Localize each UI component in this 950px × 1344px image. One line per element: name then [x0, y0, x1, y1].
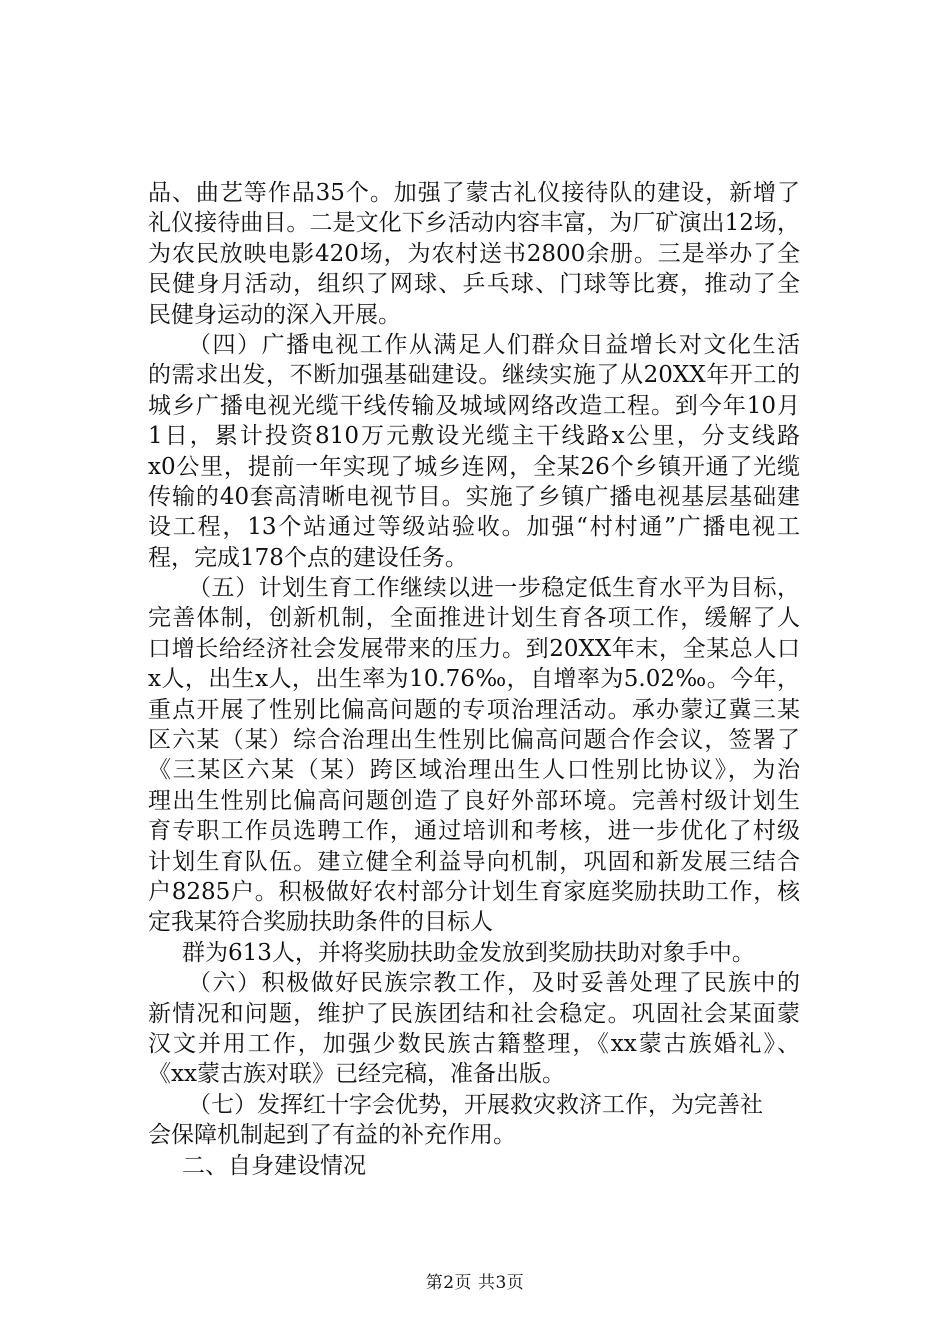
- text-line: 品、曲艺等作品35个。加强了蒙古礼仪接待队的建设，新增了: [148, 180, 800, 206]
- paragraph-first-line: （七）发挥红十字会优势，开展救灾救济工作，为完善社: [188, 1091, 763, 1118]
- text-line: 完善体制，创新机制，全面推进计划生育各项工作，缓解了人: [148, 605, 800, 632]
- text-line: 传输的40套高清晰电视节目。实施了乡镇广播电视基层基础建: [148, 483, 800, 510]
- text-line: x人，出生x人，出生率为10.76‰，自增率为5.02‰。今年，: [148, 666, 800, 693]
- text-line: 口增长给经济社会发展带来的压力。到20XX年末，全某总人口: [148, 635, 800, 662]
- paragraph-first-line: （五）计划生育工作继续以进一步稳定低生育水平为目标，: [188, 575, 800, 602]
- text-line: 汉文并用工作，加强少数民族古籍整理，《xx蒙古族婚礼》、: [148, 1030, 800, 1057]
- text-line: 重点开展了性别比偏高问题的专项治理活动。承办蒙辽冀三某: [148, 696, 800, 723]
- paragraph-first-line: 二、自身建设情况: [182, 1152, 366, 1179]
- text-line: 程，完成178个点的建设任务。: [148, 544, 468, 571]
- paragraph-first-line: （四）广播电视工作从满足人们群众日益增长对文化生活: [188, 331, 800, 358]
- text-line: 户8285户。积极做好农村部分计划生育家庭奖励扶助工作，核: [148, 878, 800, 905]
- text-line: 区六某（某）综合治理出生性别比偏高问题合作会议，签署了: [148, 727, 800, 754]
- text-line: 《三某区六某（某）跨区域治理出生人口性别比协议》，为治: [148, 757, 800, 784]
- text-line: 民健身月活动，组织了网球、乒乓球、门球等比赛，推动了全: [148, 271, 800, 298]
- text-line: 《xx蒙古族对联》已经完稿，准备出版。: [148, 1061, 565, 1088]
- text-line: 设工程，13个站通过等级站验收。加强“村村通”广播电视工: [148, 514, 800, 541]
- text-line: 礼仪接待曲目。二是文化下乡活动内容丰富，为厂矿演出12场，: [148, 210, 800, 237]
- paragraph-first-line: 群为613人，并将奖励扶助金发放到奖励扶助对象手中。: [182, 939, 755, 966]
- text-line: 理出生性别比偏高问题创造了良好外部环境。完善村级计划生: [148, 787, 800, 814]
- paragraph-first-line: （六）积极做好民族宗教工作，及时妥善处理了民族中的: [188, 970, 800, 997]
- text-line: 新情况和问题，维护了民族团结和社会稳定。巩固社会某面蒙: [148, 1000, 800, 1027]
- text-line: x0公里，提前一年实现了城乡连网，全某26个乡镇开通了光缆: [148, 453, 800, 480]
- text-line: 会保障机制起到了有益的补充作用。: [148, 1122, 516, 1149]
- text-line: 的需求出发，不断加强基础建设。继续实施了从20XX年开工的: [148, 362, 800, 389]
- text-line: 定我某符合奖励扶助条件的目标人: [148, 909, 493, 936]
- text-line: 育专职工作员选聘工作，通过培训和考核，进一步优化了村级: [148, 818, 800, 845]
- document-body: [148, 178, 800, 1181]
- text-line: 1日，累计投资810万元敷设光缆主干线路x公里，分支线路: [148, 423, 800, 450]
- page-number: 第2页 共3页: [425, 1273, 525, 1293]
- text-line: 为农民放映电影420场，为农村送书2800余册。三是举办了全: [148, 240, 800, 267]
- text-line: 计划生育队伍。建立健全利益导向机制，巩固和新发展三结合: [148, 848, 800, 875]
- text-line: 民健身运动的深入开展。: [148, 301, 401, 328]
- text-line: 城乡广播电视光缆干线传输及城域网络改造工程。到今年10月: [148, 392, 800, 419]
